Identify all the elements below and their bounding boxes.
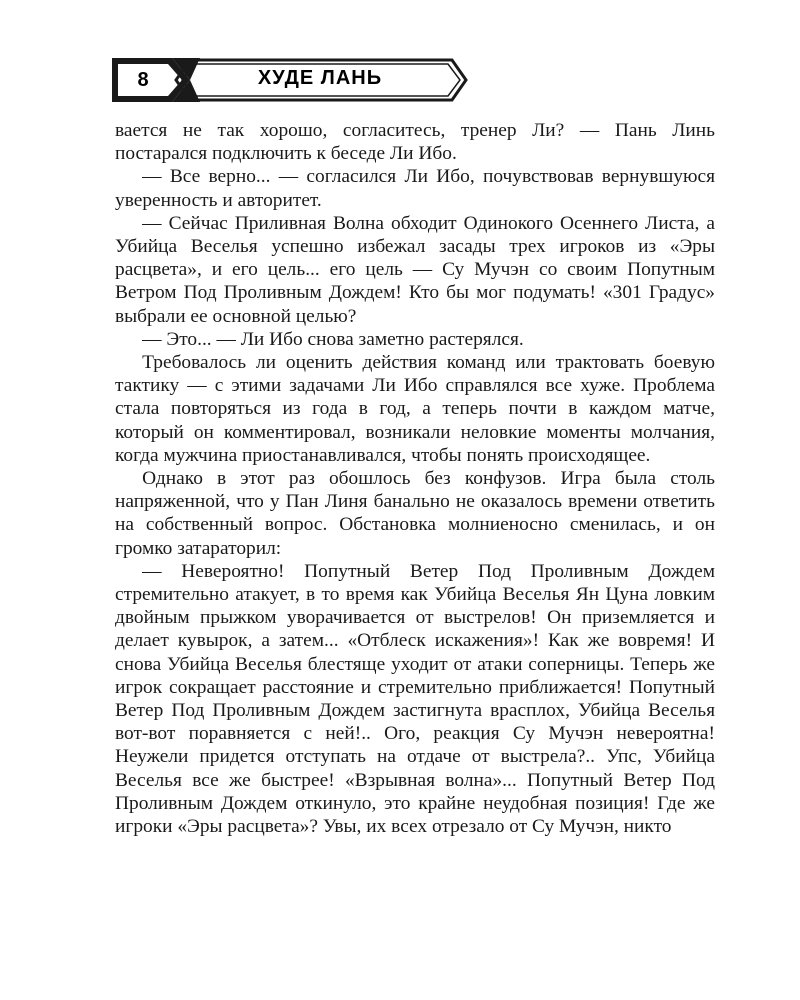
running-header bbox=[0, 0, 800, 110]
paragraph: — Сейчас Приливная Волна обходит Одинокого Осеннего Листа, а Убийца Веселья успешно избежал засады трех игроков из «Эры расцвета», и его цель... его цель — Су Мучэн со своим Попутным Ветром Под Проливным Дождем! Кто бы мог подумать! «301 Градус» выбрали ее основной целью? bbox=[115, 212, 715, 327]
paragraph: Требовалось ли оценить действия команд или трактовать боевую тактику — с этими задачами Ли Ибо справлялся все хуже. Проблема стала повторяться из года в год, а теперь почти в каждом матче, который он комментировал, возникали неловкие моменты молчания, когда мужчина приостанавливался, чтобы понять происходящее. bbox=[115, 352, 715, 466]
paragraph: Однако в этот раз обошлось без конфузов. Игра была столь напряженной, что у Пан Линя банально не оказалось времени ответить на собственный вопрос. Обстановка молниеносно сменилась, и он громко затараторил: bbox=[115, 468, 715, 559]
paragraph: — Все верно... — согласился Ли Ибо, почувствовав вернувшуюся уверенность и авторитет. bbox=[115, 166, 715, 211]
paragraph: — Это... — Ли Ибо снова заметно растерялся. bbox=[142, 328, 524, 350]
paragraph: вается не так хорошо, согласитесь, тренер Ли? — Пань Линь постарался подключить к беседе Ли Ибо. bbox=[115, 120, 715, 165]
book-title: ХУДЕ ЛАНЬ bbox=[257, 67, 383, 89]
paragraph: — Невероятно! Попутный Ветер Под Проливным Дождем стремительно атакует, в то время как Убийца Веселья Ян Цуна ловким двойным прыжком уворачивается от выстрелов! Он приземляется и делает кувырок, а затем... «Отблеск искажения»! Как же вовремя! И снова Убийца Веселья блестяще уходит от атаки соперницы. Теперь же игрок сокращает расстояние и стремительно приближается! Попутный Ветер Под Проливным Дождем застигнута врасплох, Убийца Веселья вот-вот поравняется с ней!.. Ого, реакция Су Мучэн невероятна! Неужели придется отступать на отдаче от выстрела?.. Упс, Убийца Веселья все же быстрее! «Взрывная волна»... Попутный Ветер Под Проливным Дождем откинуло, это крайне неудобная позиция! Где же игроки «Эры расцвета»? Увы, их всех отрезало от Су Мучэн, никто bbox=[115, 560, 715, 838]
page-number: 8 bbox=[137, 69, 149, 91]
body-text bbox=[115, 119, 715, 838]
